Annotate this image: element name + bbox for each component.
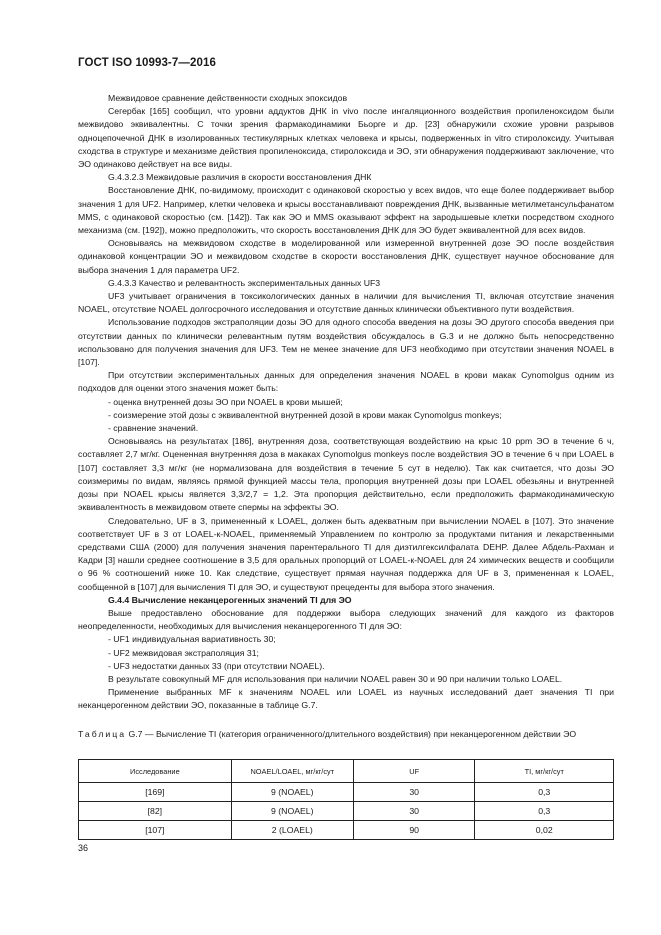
ti-table	[78, 759, 614, 840]
table-header-cell: Исследование	[79, 760, 232, 783]
table-header-cell: NOAEL/LOAEL, мг/кг/сут	[231, 760, 353, 783]
paragraph: Основываясь на результатах [186], внутренняя доза, соответствующая воздействию на крыс 10 ppm ЭО в течение 6 ч, составляет 2,7 мг/кг. Оцененная внутренняя доза в макаках Cynomolgus monkeys после воздействия ЭО в течение 6 ч при LOAEL в [107] составляет 3,3 мг/кг (не нормализована для воздействия в течение 5 сут в неделю). Так как считается, что дозы ЭО соизмеримы по видам, являясь прямой функцией массы тела, пропорция внутренней дозы при LOAEL обезьяны и внутренней дозы при NOAEL крысы является 3,3/2,7 = 1,2. Эта пропорция действительно, если предположить фармакодинамическую эквивалентность в межвидовом ответе спермы на эффекты ЭО.	[78, 436, 614, 513]
section-heading: G.4.4 Вычисление неканцерогенных значений TI для ЭО	[108, 594, 352, 605]
list-item: - UF2 межвидовая экстраполяция 31;	[108, 647, 259, 658]
paragraph: Выше предоставлено обоснование для поддержки выбора следующих значений для каждого из факторов неопределенности, необходимых для вычисления неканцерогенного TI для ЭО:	[78, 607, 614, 632]
paragraph: G.4.3.2.3 Межвидовые различия в скорости восстановления ДНК	[108, 172, 372, 183]
table-cell: 2 (LOAEL)	[231, 821, 353, 840]
table-cell: 9 (NOAEL)	[231, 783, 353, 802]
list-item: - оценка внутренней дозы ЭО при NOAEL в крови мышей;	[108, 396, 343, 407]
table-cell: 0,02	[475, 821, 614, 840]
paragraph: Сегербак [165] сообщил, что уровни аддуктов ДНК in vivo после ингаляционного воздействия пропиленоксидом были межвидово эквивалентны. С точки зрения фармакодинамики Бьорге и др. [23] обнаружили схожие уровни разрывов одноцепочечной ДНК в изолированных тестикулярных клетках человека и крысы, подверженных in vitro стиролоксиду. Учитывая сходства в структуре и механизме действия пропиленоксида, стиролоксида и ЭО, эти обнаружения поддерживают заключение, что ЭО одинаково действует на все виды.	[78, 106, 614, 170]
list-item: - соизмерение этой дозы с эквивалентной внутренней дозой в крови макак Cynomolgus monkeys;	[108, 409, 502, 420]
body-text	[78, 92, 614, 713]
table-row	[79, 821, 614, 840]
table-header-cell: TI, мг/кг/сут	[475, 760, 614, 783]
table-cell: [107]	[79, 821, 232, 840]
paragraph: Следовательно, UF в 3, примененный к LOAEL, должен быть адекватным при вычислении NOAEL в [107]. Это значение соответствует UF в 3 от LOAEL-к-NOAEL, применяемый Управлением по контролю за продуктами питания и лекарственными средствами США (2000) для получения значения парентерального TI для диэтилгексилфалата DEHP. Далее Абдель-Рахман и Кадри [3] нашли среднее соотношение в 3,5 для оральных пропорций от LOAEL-к-NOAEL для 24 химических веществ и сообщили о 96 % соотношений ниже 10. Как следствие, существует прямая научная поддержка для UF в 3, примененная к LOAEL, сообщенной в [107] для вычисления TI для ЭО, и существуют прецеденты для выбора этого значения.	[78, 515, 614, 592]
table-cell: 30	[353, 783, 475, 802]
paragraph: В результате совокупный MF для использования при наличии NOAEL равен 30 и 90 при наличии только LOAEL.	[108, 673, 563, 684]
list-item: - UF1 индивидуальная вариативность 30;	[108, 634, 276, 645]
paragraph: G.4.3.3 Качество и релевантность экспериментальных данных UF3	[108, 277, 381, 288]
table-row	[79, 783, 614, 802]
table-cell: 90	[353, 821, 475, 840]
table-cell: 0,3	[475, 783, 614, 802]
standard-header: ГОСТ ISO 10993-7—2016	[78, 57, 216, 69]
table-cell: 9 (NOAEL)	[231, 802, 353, 821]
paragraph: Основываясь на межвидовом сходстве в моделированной или измеренной внутренней дозе ЭО после воздействия одинаковой концентрации ЭО и межвидовом сходстве в скорости восстановления ДНК, существует научное обоснование для выбора значения 1 для параметра UF2.	[78, 238, 614, 275]
paragraph: UF3 учитывает ограничения в токсикологических данных в наличии для вычисления TI, включая отсутствие значения NOAEL, отсутствие NOAEL долгосрочного исследования и отсутствие данных клинически объективного пути воздействия.	[78, 291, 614, 315]
list-item: - UF3 недостатки данных 33 (при отсутствии NOAEL).	[108, 660, 325, 671]
list-item: - сравнение значений.	[108, 423, 199, 434]
table-cell: 0,3	[475, 802, 614, 821]
paragraph: При отсутствии экспериментальных данных для определения значения NOAEL в крови макак Cynomolgus одним из подходов для оценки этого значения может быть:	[78, 370, 614, 394]
table-caption-label: Таблица	[78, 729, 127, 739]
table-header-cell: UF	[353, 760, 475, 783]
paragraph: Межвидовое сравнение действенности сходных эпоксидов	[108, 93, 348, 103]
paragraph: Восстановление ДНК, по-видимому, происходит с одинаковой скоростью у всех видов, что еще более поддерживает выбор значения 1 для UF2. Например, клетки человека и крысы восстанавливают повреждения ДНК, вызванные метилметансульфанатом MMS, с одинаковой скоростью (см. [142]). Так как ЭО и MMS оказывают эффект на зародышевые клетки посредством сходного механизма (см. [192]), можно предположить, что скорость восстановления ДНК для ЭО будет эквивалентной для всех видов.	[78, 185, 614, 236]
table-cell: [169]	[79, 783, 232, 802]
paragraph: Использование подходов экстраполяции дозы ЭО для одного способа введения на дозы ЭО другого способа введения при отсутствии данных по клинически релевантным путям воздействия обсуждалось в G.3 и не должно быть непосредственно использовано для получения значения для UF3. Тем не менее значение для UF3 необходимо при отсутствии значения NOAEL в [107].	[78, 317, 614, 368]
table-caption-text: G.7 — Вычисление TI (категория ограниченного/длительного воздействия) при неканцерогенном действии ЭО	[128, 729, 577, 739]
table-row	[79, 802, 614, 821]
table-cell: [82]	[79, 802, 232, 821]
table-header-row	[79, 760, 614, 783]
page-number: 36	[78, 843, 89, 853]
table-caption	[78, 728, 614, 741]
table-cell: 30	[353, 802, 475, 821]
paragraph: Применение выбранных MF к значениям NOAEL или LOAEL из научных исследований дает значения TI при неканцерогенном действии ЭО, показанные в таблице G.7.	[78, 687, 614, 711]
